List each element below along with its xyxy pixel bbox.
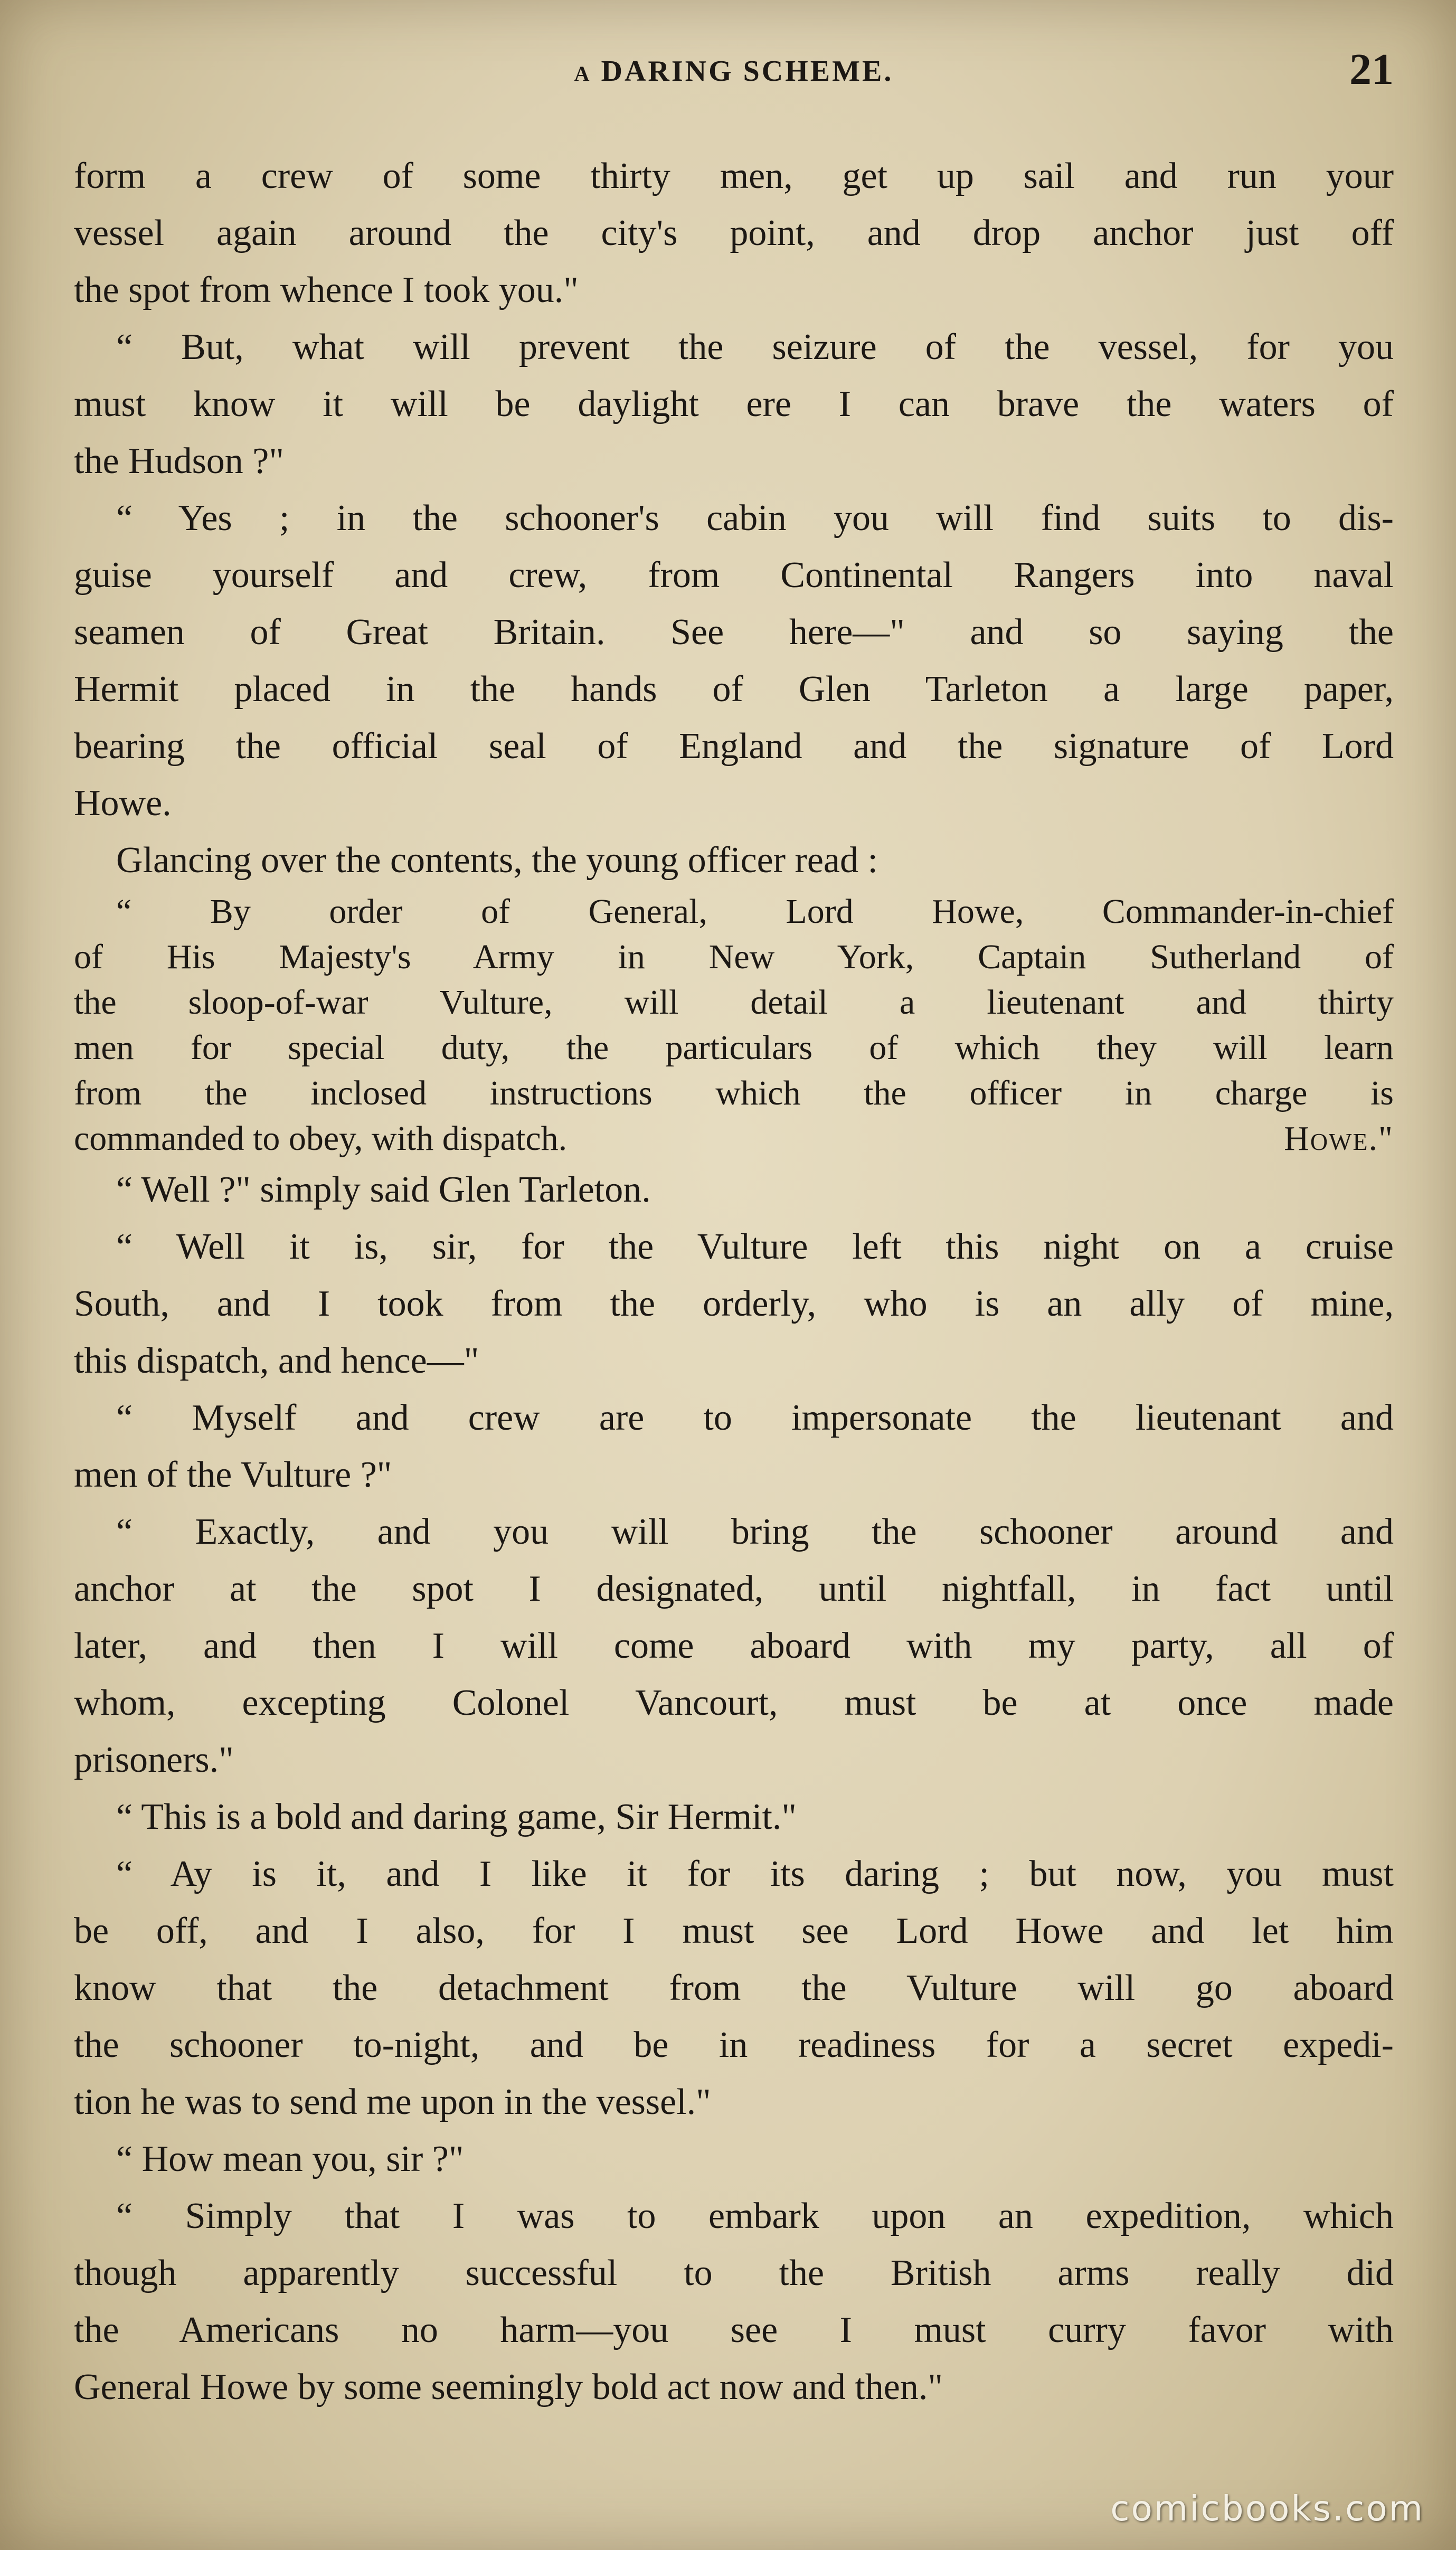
text-line: be off, and I also, for I must see Lord Howe and let him [74, 1911, 1394, 1951]
text-line: vessel again around the city's point, and drop anchor just off [74, 213, 1394, 253]
text-line: know that the detachment from the Vulture will go aboard [74, 1968, 1394, 2008]
text-line: though apparently successful to the British arms really did [74, 2253, 1394, 2293]
text-line: “ Ay is it, and I like it for its daring ; but now, you must [116, 1854, 1394, 1894]
text-line: bearing the official seal of England and the signature of Lord [74, 726, 1394, 767]
text-line: from the inclosed instructions which the officer in charge is [74, 1074, 1394, 1112]
text-line: this dispatch, and hence—" [74, 1340, 479, 1381]
running-title-text: DARING SCHEME. [601, 55, 894, 88]
text-line: Hermit placed in the hands of Glen Tarleton a large paper, [74, 669, 1394, 710]
text-line: “ Yes ; in the schooner's cabin you will find suits to dis- [116, 498, 1394, 539]
text-line: “ But, what will prevent the seizure of the vessel, for you [116, 327, 1394, 367]
text-line: “ Well ?" simply said Glen Tarleton. [116, 1169, 651, 1210]
text-line: the Americans no harm—you see I must curry favor with [74, 2310, 1394, 2350]
text-line: the spot from whence I took you." [74, 270, 579, 310]
text-line: “ Exactly, and you will bring the schooner around and [116, 1512, 1394, 1552]
text-line: Glancing over the contents, the young officer read : [116, 840, 878, 881]
text-line: General Howe by some seemingly bold act now and then." [74, 2367, 943, 2407]
text-line: “ This is a bold and daring game, Sir Hermit." [116, 1797, 797, 1837]
text-line: South, and I took from the orderly, who is an ally of mine, [74, 1283, 1394, 1324]
text-line: anchor at the spot I designated, until nightfall, in fact until [74, 1569, 1394, 1609]
text-line: “ Myself and crew are to impersonate the lieutenant and [116, 1397, 1394, 1438]
watermark: comicbooks.com [1110, 2488, 1424, 2529]
text-line: Howe. [74, 783, 172, 824]
running-head [74, 45, 1394, 98]
text-line: “ By order of General, Lord Howe, Commander-in-chief [116, 892, 1394, 931]
text-line: whom, excepting Colonel Vancourt, must be at once made [74, 1683, 1394, 1723]
text-line: tion he was to send me upon in the vessel." [74, 2082, 711, 2122]
text-line: later, and then I will come aboard with my party, all of [74, 1626, 1394, 1666]
text-line: form a crew of some thirty men, get up sail and run your [74, 156, 1394, 196]
running-title [74, 50, 1394, 95]
text-line: men for special duty, the particulars of which they will learn [74, 1028, 1394, 1067]
text-line: prisoners." [74, 1740, 234, 1780]
page-number: 21 [1349, 45, 1394, 94]
text-line: of His Majesty's Army in New York, Captain Sutherland of [74, 938, 1394, 976]
text-line: the schooner to-night, and be in readiness for a secret expedi- [74, 2025, 1394, 2065]
text-line: guise yourself and crew, from Continental Rangers into naval [74, 555, 1394, 596]
text-line: seamen of Great Britain. See here—" and so saying the [74, 612, 1394, 653]
text-line: “ Well it is, sir, for the Vulture left this night on a cruise [116, 1226, 1394, 1267]
text-line: men of the Vulture ?" [74, 1455, 392, 1495]
text-line [74, 1116, 1394, 1161]
text-line: the Hudson ?" [74, 441, 284, 481]
text-line: must know it will be daylight ere I can brave the waters of [74, 384, 1394, 424]
text-line-content: commanded to obey, with dispatch. [74, 1119, 568, 1158]
body-text [74, 148, 1394, 2416]
text-line: “ Simply that I was to embark upon an expedition, which [116, 2196, 1394, 2236]
text-line: the sloop-of-war Vulture, will detail a lieutenant and thirty [74, 983, 1394, 1022]
dispatch-signature: Howe." [1284, 1119, 1394, 1158]
text-line: “ How mean you, sir ?" [116, 2139, 464, 2179]
running-title-article: A [574, 62, 592, 86]
